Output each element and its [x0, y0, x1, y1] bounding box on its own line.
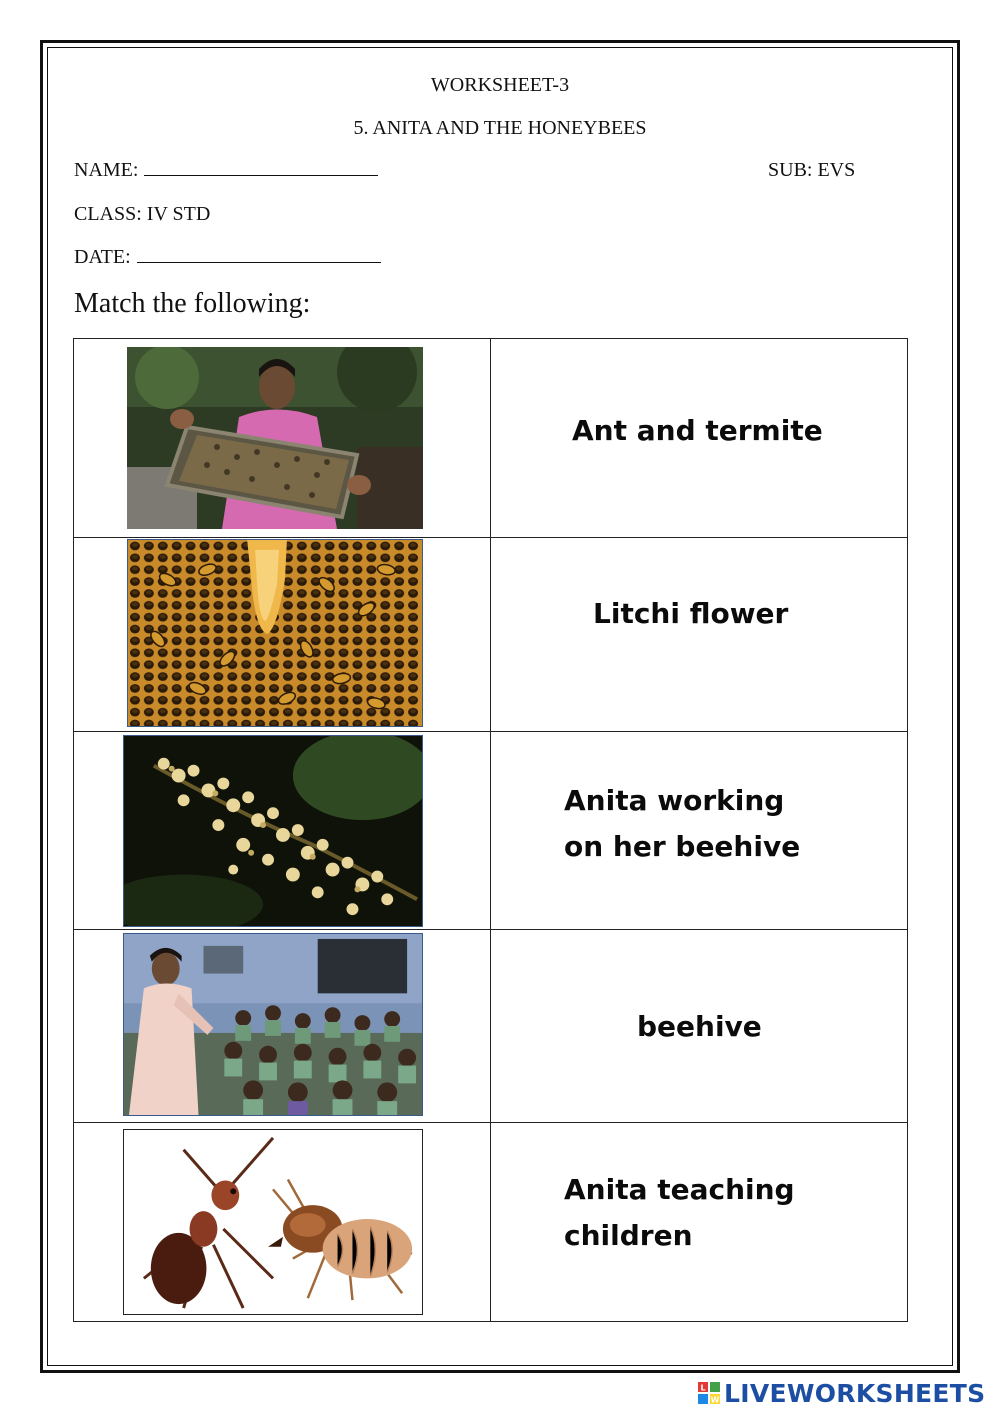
option-4-line-1: beehive	[637, 1010, 762, 1043]
image-ant-termite[interactable]	[123, 1129, 423, 1315]
worksheet-title: WORKSHEET-3	[430, 74, 570, 96]
column-divider	[490, 339, 491, 1321]
option-5-line-2: children	[564, 1219, 693, 1252]
date-row	[74, 246, 381, 269]
svg-text:L: L	[700, 1383, 706, 1393]
option-1[interactable]	[572, 408, 823, 454]
option-2[interactable]	[593, 591, 788, 637]
row-divider	[74, 731, 907, 732]
name-row	[74, 159, 378, 182]
row-divider	[74, 929, 907, 930]
subject-label: SUB: EVS	[768, 159, 856, 181]
lesson-title: 5. ANITA AND THE HONEYBEES	[353, 117, 647, 139]
liveworksheets-badge-icon	[698, 1382, 720, 1404]
image-litchi-flower[interactable]	[123, 735, 423, 927]
option-1-line-1: Ant and termite	[572, 414, 823, 447]
instruction: Match the following:	[74, 288, 311, 319]
option-3[interactable]	[564, 778, 800, 870]
svg-text:W: W	[710, 1395, 720, 1404]
name-blank[interactable]	[144, 159, 378, 176]
date-label: DATE:	[74, 246, 131, 268]
date-blank[interactable]	[137, 246, 381, 263]
option-4[interactable]	[637, 1004, 762, 1050]
name-label: NAME:	[74, 159, 139, 181]
option-5-line-1: Anita teaching	[564, 1173, 795, 1206]
row-divider	[74, 1122, 907, 1123]
option-3-line-1: Anita working	[564, 784, 785, 817]
row-divider	[74, 537, 907, 538]
image-anita-teaching[interactable]	[123, 933, 423, 1116]
image-anita-beehive[interactable]	[127, 347, 423, 529]
class-label: CLASS: IV STD	[74, 203, 211, 225]
liveworksheets-brand: LIVEWORKSHEETS	[724, 1378, 986, 1408]
option-5[interactable]	[564, 1167, 795, 1259]
image-honeycomb[interactable]	[127, 539, 423, 727]
liveworksheets-logo[interactable]	[698, 1378, 985, 1408]
option-3-line-2: on her beehive	[564, 830, 801, 863]
option-2-line-1: Litchi flower	[593, 597, 789, 630]
